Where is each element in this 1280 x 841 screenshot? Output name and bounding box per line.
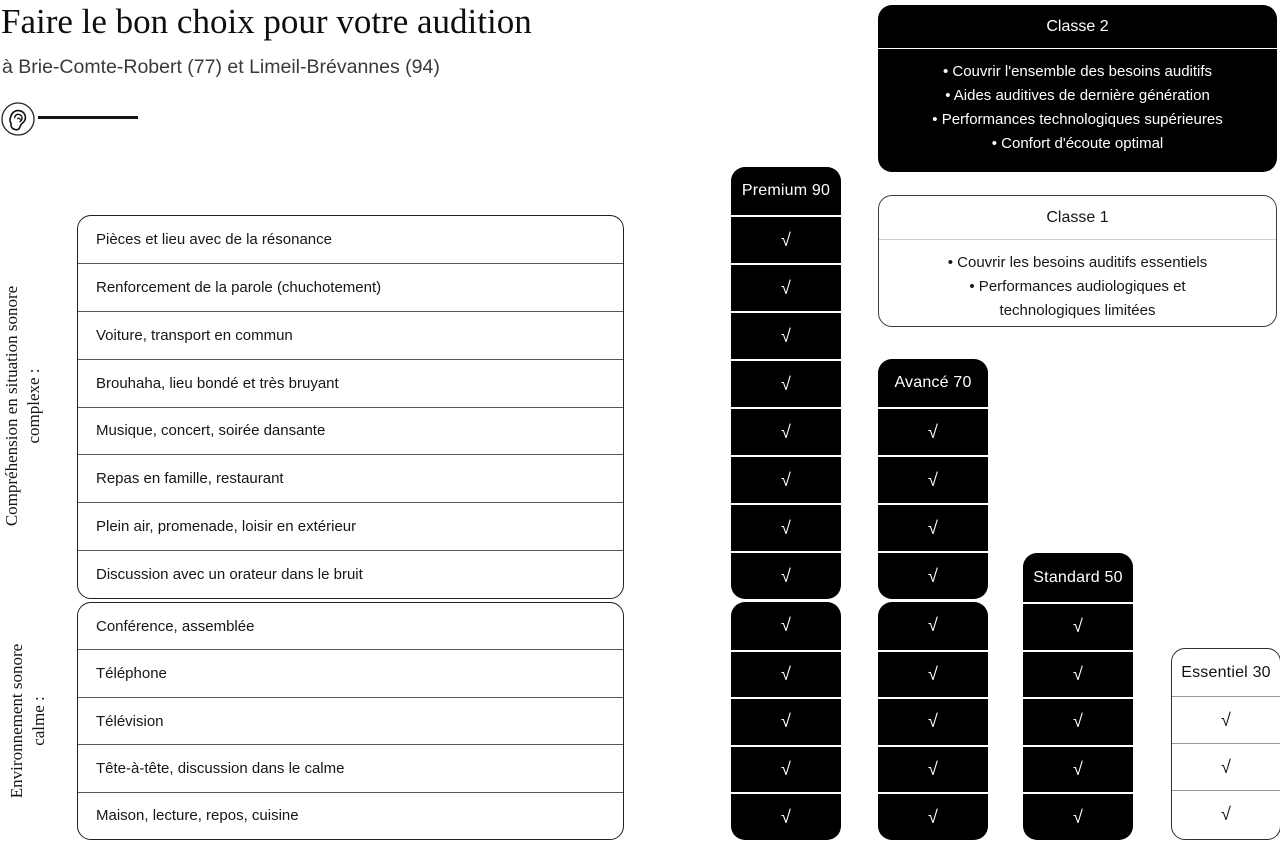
row-label: Brouhaha, lieu bondé et très bruyant (96, 374, 339, 392)
bullet-line: • Performances technologiques supérieures (932, 111, 1223, 128)
check-cell (1023, 792, 1133, 840)
check-icon: √ (1073, 616, 1083, 637)
check-cell (731, 455, 841, 503)
tier-column-block (731, 602, 841, 840)
tier-column-block (878, 602, 988, 840)
check-cell (878, 503, 988, 551)
card-title: Classe 1 (1046, 209, 1109, 226)
check-icon: √ (928, 663, 938, 684)
check-icon: √ (781, 759, 791, 780)
table-row (78, 550, 623, 598)
bullet-line: • Couvrir les besoins auditifs essentiels (947, 254, 1208, 271)
check-icon: √ (781, 565, 791, 586)
row-label: Discussion avec un orateur dans le bruit (96, 566, 363, 584)
table-row (78, 311, 623, 359)
row-label: Voiture, transport en commun (96, 326, 293, 344)
check-icon: √ (1073, 711, 1083, 732)
vertical-label-line: complexe : (24, 368, 43, 444)
check-cell (878, 697, 988, 745)
table-row (78, 744, 623, 791)
check-icon: √ (781, 615, 791, 636)
check-cell (1023, 745, 1133, 793)
row-label: Plein air, promenade, loisir en extérieur (96, 518, 357, 536)
row-label: Conférence, assemblée (96, 617, 255, 635)
check-cell (878, 407, 988, 455)
table-row (78, 454, 623, 502)
check-icon: √ (928, 565, 938, 586)
check-icon: √ (781, 229, 791, 250)
check-icon: √ (781, 373, 791, 394)
table-row (78, 792, 623, 839)
row-label: Téléphone (96, 665, 167, 683)
vertical-label-line: calme : (29, 696, 48, 746)
check-cell (878, 551, 988, 599)
check-cell (731, 503, 841, 551)
vertical-label-line: Compréhension en situation sonore (2, 285, 21, 527)
check-cell (1172, 743, 1280, 790)
title-underline (38, 116, 138, 119)
situations-table-calm (77, 602, 624, 840)
classe2-card (878, 5, 1277, 172)
tier-column-block (731, 167, 841, 599)
row-label: Maison, lecture, repos, cuisine (96, 807, 299, 825)
row-label: Pièces et lieu avec de la résonance (96, 230, 332, 248)
bullet-line: • Couvrir l'ensemble des besoins auditifs (942, 63, 1213, 80)
check-cell (1023, 650, 1133, 698)
check-icon: √ (781, 517, 791, 538)
check-cell (878, 745, 988, 793)
check-icon: √ (928, 615, 938, 636)
check-icon: √ (928, 469, 938, 490)
bullet-line: • Confort d'écoute optimal (991, 135, 1164, 152)
check-icon: √ (1073, 759, 1083, 780)
ear-icon (1, 100, 37, 138)
check-cell (1172, 696, 1280, 743)
table-row (78, 359, 623, 407)
column-header: Essentiel 30 (1181, 663, 1271, 681)
column-header: Avancé 70 (894, 374, 972, 391)
table-row (78, 263, 623, 311)
row-label: Musique, concert, soirée dansante (96, 422, 326, 440)
bullet-line: • Aides auditives de dernière génération (945, 87, 1210, 104)
row-label: Renforcement de la parole (chuchotement) (96, 278, 382, 296)
check-cell (878, 602, 988, 650)
column-header: Standard 50 (1033, 568, 1123, 586)
check-cell (731, 407, 841, 455)
check-icon: √ (1221, 756, 1231, 777)
check-icon: √ (1221, 803, 1231, 824)
check-cell (731, 697, 841, 745)
check-cell (731, 551, 841, 599)
classe1-card (878, 195, 1277, 327)
check-icon: √ (928, 517, 938, 538)
check-icon: √ (928, 759, 938, 780)
check-icon: √ (781, 421, 791, 442)
check-icon: √ (781, 663, 791, 684)
bullet-line: • Performances audiologiques et (969, 278, 1186, 295)
check-cell (1023, 602, 1133, 650)
tier-column-block (1023, 553, 1133, 840)
table-row (78, 697, 623, 744)
row-label: Télévision (96, 712, 164, 730)
column-header: Premium 90 (741, 182, 831, 199)
table-row (78, 216, 623, 263)
check-cell (731, 745, 841, 793)
check-cell (731, 263, 841, 311)
check-icon: √ (781, 469, 791, 490)
check-cell (731, 602, 841, 650)
check-icon: √ (781, 277, 791, 298)
table-row (78, 649, 623, 696)
tier-column-block (878, 359, 988, 599)
check-cell (731, 792, 841, 840)
check-cell (1023, 697, 1133, 745)
row-label: Tête-à-tête, discussion dans le calme (96, 759, 345, 777)
check-cell (731, 311, 841, 359)
vertical-label-line: Environnement sonore (7, 643, 26, 799)
row-label: Repas en famille, restaurant (96, 470, 284, 488)
check-icon: √ (928, 421, 938, 442)
check-cell (731, 215, 841, 263)
check-cell (878, 650, 988, 698)
check-cell (878, 455, 988, 503)
check-icon: √ (1073, 806, 1083, 827)
check-icon: √ (928, 711, 938, 732)
vertical-label-calm-group (6, 521, 50, 841)
check-cell (731, 359, 841, 407)
tier-column-block (1171, 648, 1280, 840)
check-icon: √ (1073, 663, 1083, 684)
check-cell (1172, 790, 1280, 837)
check-icon: √ (781, 711, 791, 732)
check-cell (878, 792, 988, 840)
situations-table-complex (77, 215, 624, 599)
table-row (78, 502, 623, 550)
check-icon: √ (781, 325, 791, 346)
page-title: Faire le bon choix pour votre audition (1, 2, 532, 41)
table-row (78, 603, 623, 649)
page-subtitle: à Brie-Comte-Robert (77) et Limeil-Brévannes (94) (2, 56, 440, 78)
check-icon: √ (781, 806, 791, 827)
check-icon: √ (928, 806, 938, 827)
bullet-line: technologiques limitées (999, 302, 1156, 319)
table-row (78, 407, 623, 455)
card-title: Classe 2 (1046, 18, 1109, 35)
check-icon: √ (1221, 709, 1231, 730)
check-cell (731, 650, 841, 698)
